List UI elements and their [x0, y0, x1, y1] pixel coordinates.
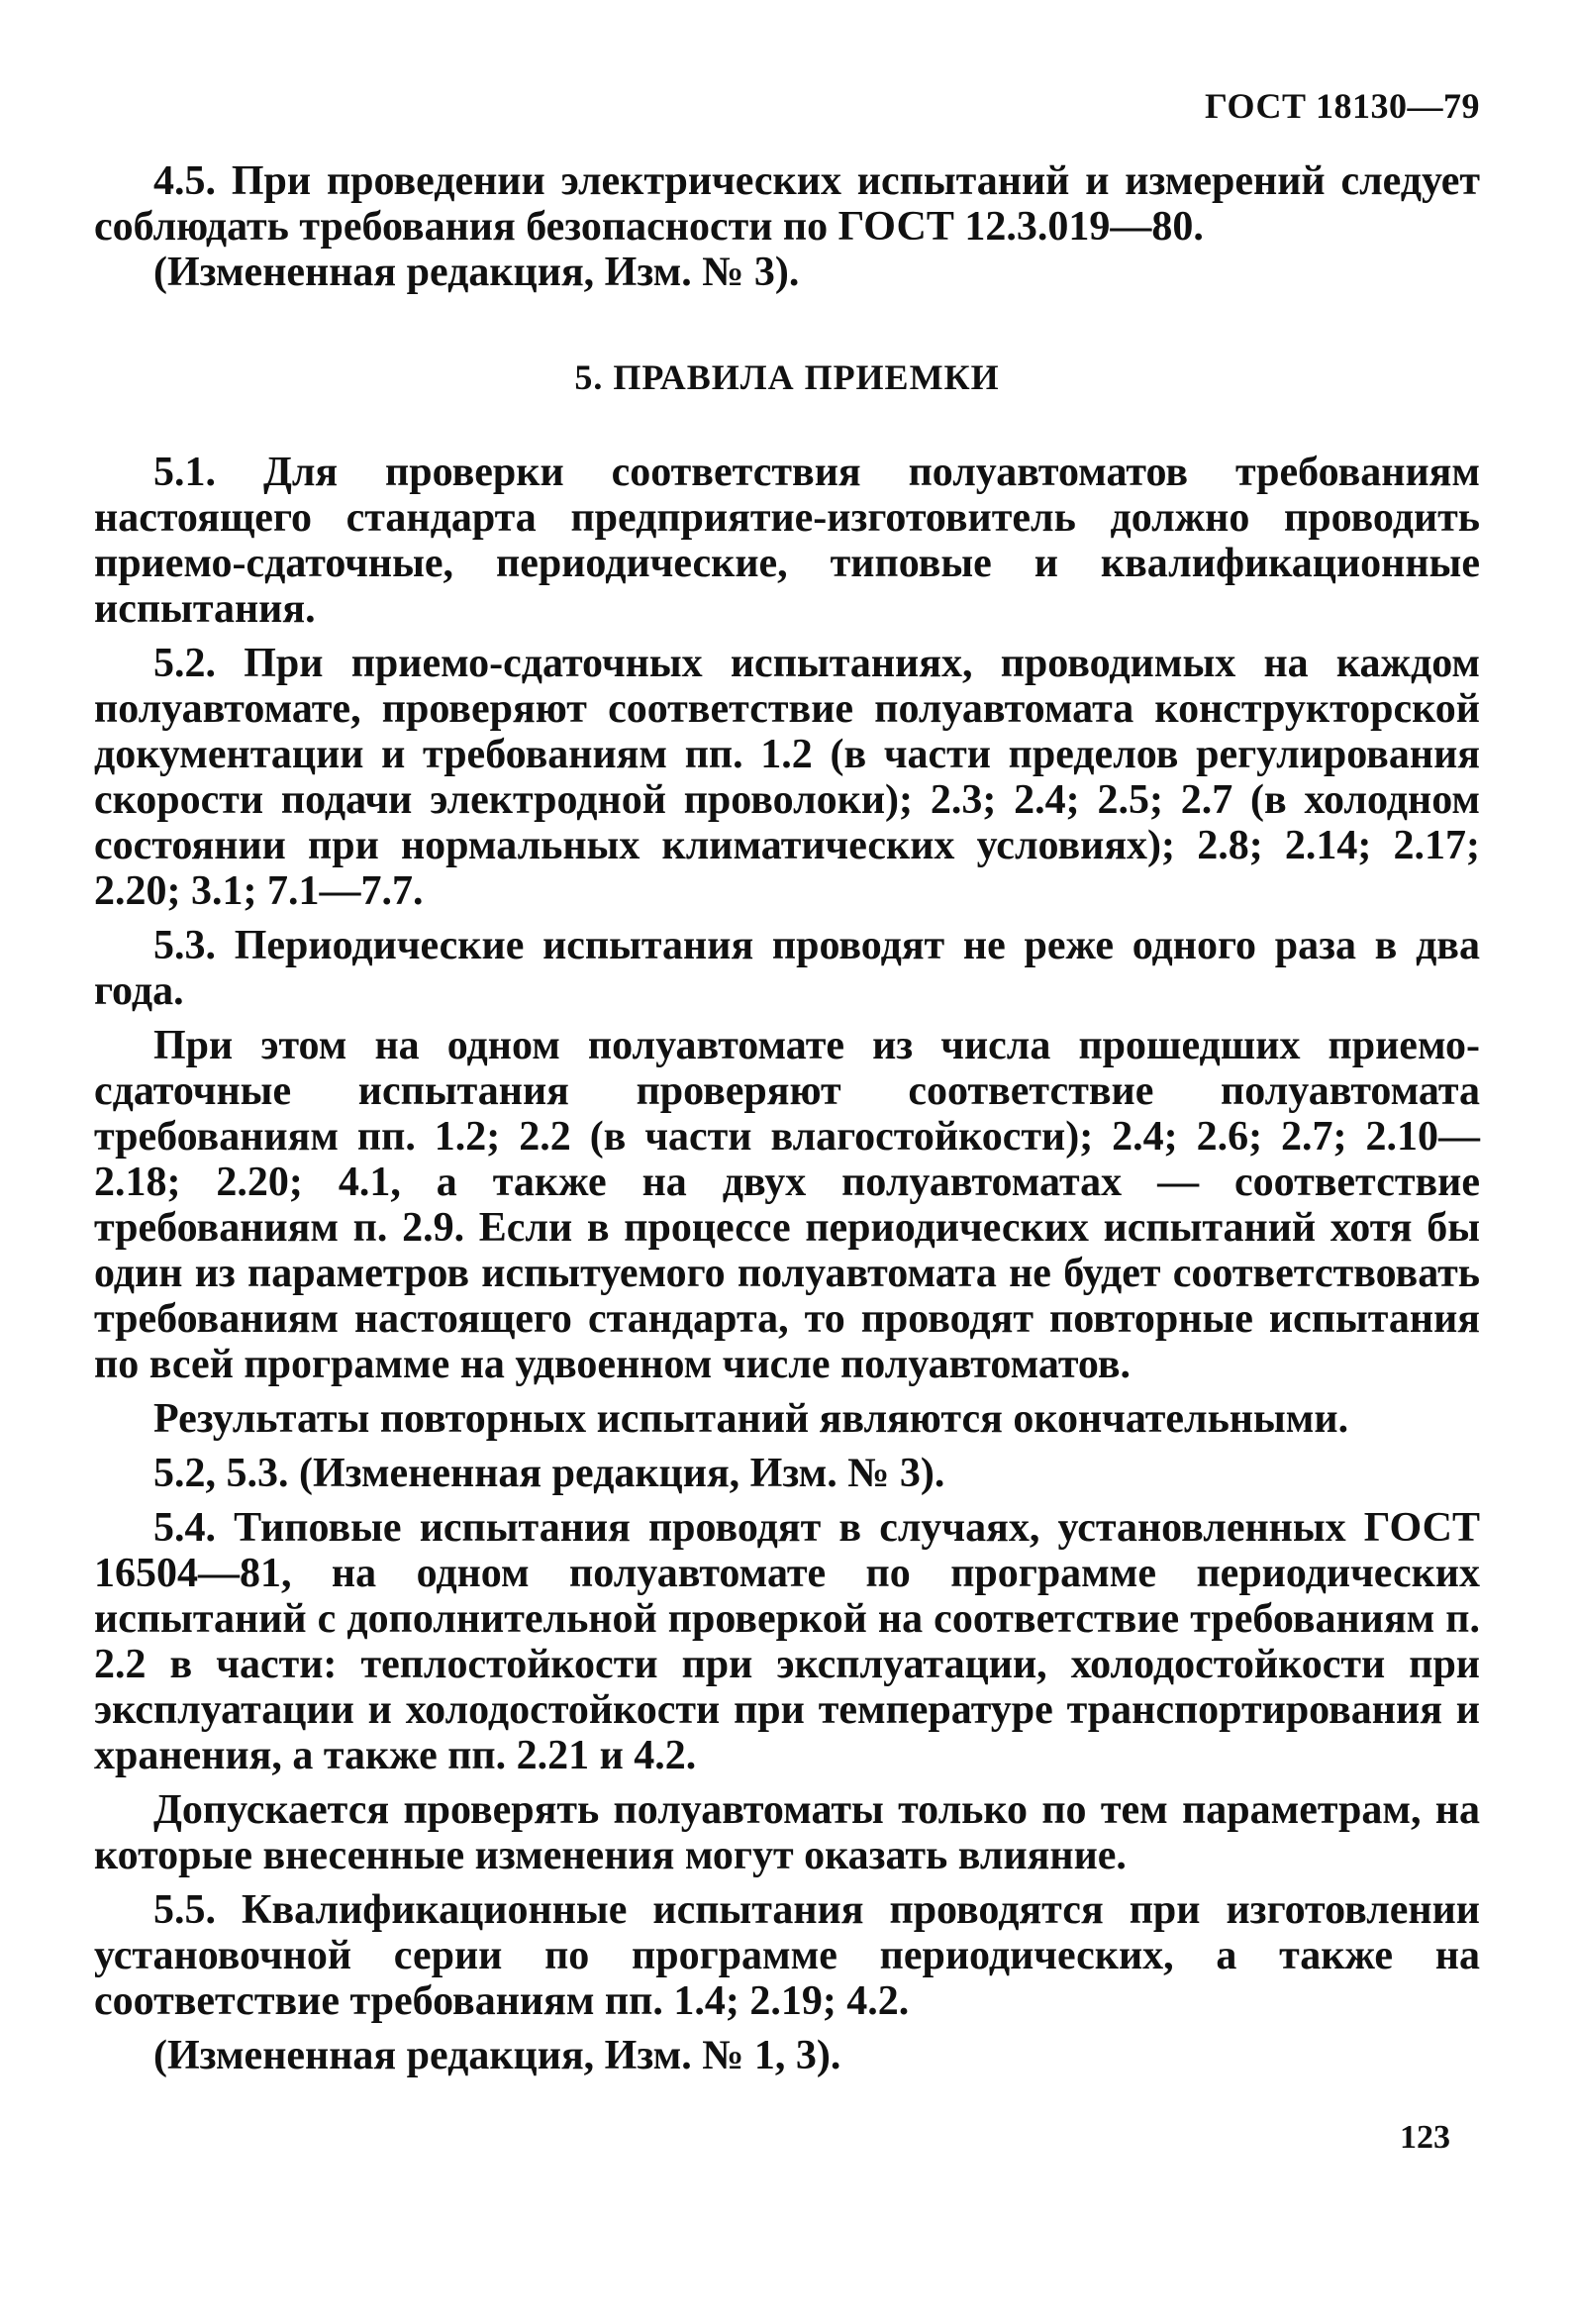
document-body	[94, 158, 1480, 2078]
page-number: 123	[1400, 2119, 1450, 2156]
paragraph-5-4: 5.4. Типовые испытания проводят в случаях, установленных ГОСТ 16504—81, на одном полуавтомате по программе периодических испытаний с дополнительной проверкой на соответствие требованиям п. 2.2 в части: теплостойкости при эксплуатации, холодостойкости при эксплуатации и холодостойкости при температуре транспортирования и хранения, а также пп. 2.21 и 4.2.	[94, 1505, 1480, 1778]
paragraph-5-4-permission: Допускается проверять полуавтоматы только по тем параметрам, на которые внесенные изменения могут оказать влияние.	[94, 1787, 1480, 1878]
document-page	[94, 0, 1480, 2324]
paragraph-5-3-result: Результаты повторных испытаний являются окончательными.	[153, 1396, 1349, 1442]
section-title-acceptance-rules: 5. ПРАВИЛА ПРИЕМКИ	[574, 357, 1000, 397]
paragraph-4-5: 4.5. При проведении электрических испытаний и измерений следует соблюдать требования безопасности по ГОСТ 12.3.019—80.	[94, 158, 1480, 250]
amendment-note-5-5: (Измененная редакция, Изм. № 1, 3).	[153, 2033, 841, 2078]
paragraph-5-2: 5.2. При приемо-сдаточных испытаниях, проводимых на каждом полуавтомате, проверяют соответствие полуавтомата конструкторской документации и требованиям пп. 1.2 (в части пределов регулирования скорости подачи электродной проволоки); 2.3; 2.4; 2.5; 2.7 (в холодном состоянии при нормальных климатических условиях); 2.8; 2.14; 2.17; 2.20; 3.1; 7.1—7.7.	[94, 641, 1480, 914]
paragraph-5-3: 5.3. Периодические испытания проводят не реже одного раза в два года.	[94, 923, 1480, 1014]
paragraph-5-1: 5.1. Для проверки соответствия полуавтоматов требованиям настоящего стандарта предприятие-изготовитель должно проводить приемо-сдаточные, периодические, типовые и квалификационные испытания.	[94, 450, 1480, 632]
paragraph-5-3-continued: При этом на одном полуавтомате из числа прошедших приемо-сдаточные испытания проверяют соответствие полуавтомата требованиям пп. 1.2; 2.2 (в части влагостойкости); 2.4; 2.6; 2.7; 2.10—2.18; 2.20; 4.1, а также на двух полуавтоматах — соответствие требованиям п. 2.9. Если в процессе периодических испытаний хотя бы один из параметров испытуемого полуавтомата не будет соответствовать требованиям настоящего стандарта, то проводят повторные испытания по всей программе на удвоенном числе полуавтоматов.	[94, 1023, 1480, 1387]
document-id-header: ГОСТ 18130—79	[1205, 86, 1480, 126]
amendment-note-5-2-5-3: 5.2, 5.3. (Измененная редакция, Изм. № 3).	[153, 1451, 945, 1496]
amendment-note-4-5: (Измененная редакция, Изм. № 3).	[153, 250, 800, 295]
paragraph-5-5: 5.5. Квалификационные испытания проводятся при изготовлении установочной серии по программе периодических, а также на соответствие требованиям пп. 1.4; 2.19; 4.2.	[94, 1887, 1480, 2024]
